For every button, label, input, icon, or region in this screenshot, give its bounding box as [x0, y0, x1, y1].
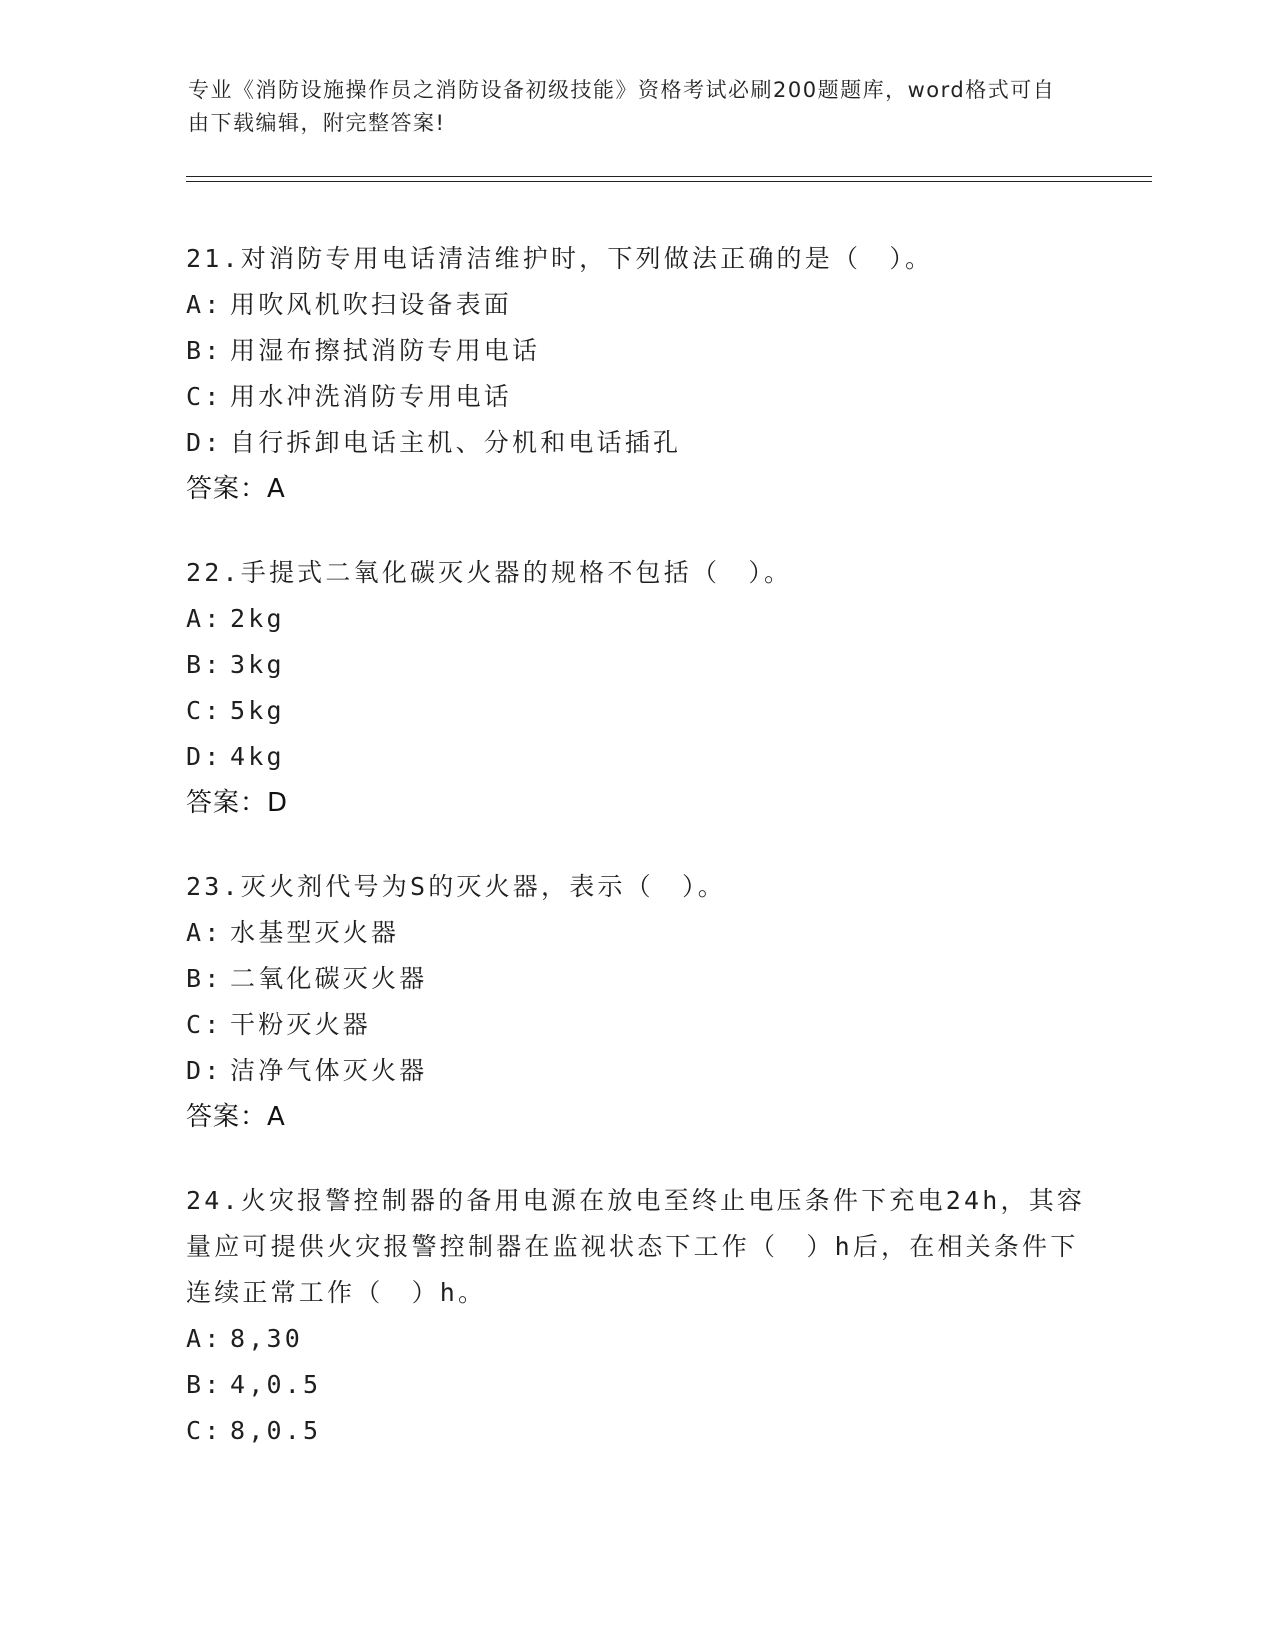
question-23: [186, 864, 1086, 1140]
option-letter: C:: [186, 696, 223, 725]
option-letter: A:: [186, 1324, 223, 1353]
question-stem: 23.灭火剂代号为S的灭火器，表示（ ）。: [186, 872, 726, 901]
option-text: 4,0.5: [230, 1370, 322, 1399]
answer-line: 答案：A: [186, 1102, 286, 1132]
option-a: [186, 910, 1086, 956]
option-letter: C:: [186, 1416, 223, 1445]
option-a: [186, 282, 1086, 328]
option-text: 5kg: [230, 696, 285, 725]
option-text: 水基型灭火器: [230, 918, 400, 947]
option-a: [186, 596, 1086, 642]
option-letter: D:: [186, 428, 223, 457]
option-letter: A:: [186, 604, 223, 633]
option-c: [186, 1002, 1086, 1048]
option-text: 3kg: [230, 650, 285, 679]
option-letter: C:: [186, 382, 223, 411]
option-letter: D:: [186, 742, 223, 771]
answer-line: 答案：D: [186, 788, 289, 818]
option-letter: B:: [186, 964, 223, 993]
option-c: [186, 688, 1086, 734]
option-text: 2kg: [230, 604, 285, 633]
question-22: [186, 550, 1086, 826]
option-text: 用湿布擦拭消防专用电话: [230, 336, 541, 365]
option-text: 用水冲洗消防专用电话: [230, 382, 513, 411]
option-text: 4kg: [230, 742, 285, 771]
option-text: 8,0.5: [230, 1416, 322, 1445]
option-d: [186, 734, 1086, 780]
option-b: [186, 642, 1086, 688]
option-b: [186, 956, 1086, 1002]
option-letter: B:: [186, 650, 223, 679]
option-text: 用吹风机吹扫设备表面: [230, 290, 513, 319]
header-divider-top: [186, 176, 1152, 177]
option-letter: D:: [186, 1056, 223, 1085]
option-letter: B:: [186, 336, 223, 365]
option-text: 自行拆卸电话主机、分机和电话插孔: [230, 428, 682, 457]
option-a: [186, 1316, 1086, 1362]
option-text: 洁净气体灭火器: [230, 1056, 428, 1085]
question-list: [186, 236, 1086, 1492]
option-d: [186, 1048, 1086, 1094]
option-c: [186, 1408, 1086, 1454]
question-stem: 21.对消防专用电话清洁维护时，下列做法正确的是（ ）。: [186, 244, 934, 273]
option-letter: C:: [186, 1010, 223, 1039]
option-text: 二氧化碳灭火器: [230, 964, 428, 993]
document-header: 专业《消防设施操作员之消防设备初级技能》资格考试必刷200题题库，word格式可自由下载编辑，附完整答案!: [188, 78, 1056, 135]
question-21: [186, 236, 1086, 512]
option-text: 8,30: [230, 1324, 304, 1353]
option-text: 干粉灭火器: [230, 1010, 372, 1039]
option-c: [186, 374, 1086, 420]
question-24: [186, 1178, 1086, 1454]
question-stem: 24.火灾报警控制器的备用电源在放电至终止电压条件下充电24h，其容量应可提供火灾报警控制器在监视状态下工作（ ）h后，在相关条件下连续正常工作（ ）h。: [186, 1186, 1086, 1307]
option-letter: A:: [186, 290, 223, 319]
option-letter: A:: [186, 918, 223, 947]
header-divider-bottom: [186, 181, 1152, 182]
answer-line: 答案：A: [186, 474, 286, 504]
question-stem: 22.手提式二氧化碳灭火器的规格不包括（ ）。: [186, 558, 793, 587]
option-b: [186, 1362, 1086, 1408]
option-letter: B:: [186, 1370, 223, 1399]
option-d: [186, 420, 1086, 466]
option-b: [186, 328, 1086, 374]
